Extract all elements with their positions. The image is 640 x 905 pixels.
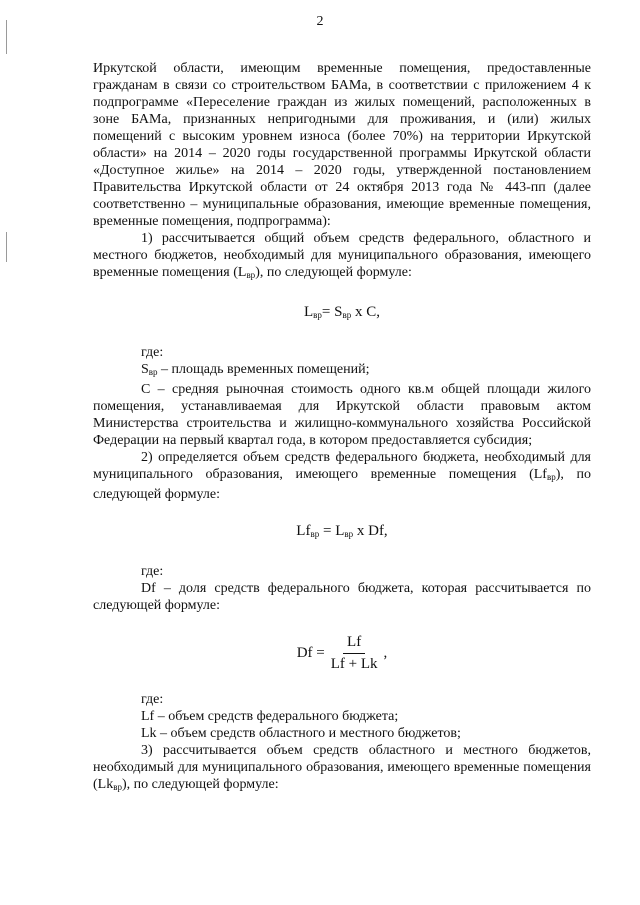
formula-3-tail: ,: [383, 645, 388, 661]
where-label-3: где:: [141, 692, 164, 707]
formula-1: [93, 304, 591, 324]
item-2-text-end: ), по следующей формуле:: [93, 467, 591, 502]
definition-lf: Lf – объем средств федерального бюджета;: [141, 709, 399, 724]
formula-3-denominator: Lf + Lk: [330, 656, 378, 672]
item-2-text: 2) определяется объем средств федерального бюджета, необходимый для муниципального образования, имеющего временные помещения (Lf: [93, 450, 591, 482]
formula-2-lf-sub: вр: [310, 529, 320, 539]
definition-lk: Lk – объем средств областного и местного бюджетов;: [141, 726, 461, 741]
definition-df: Df – доля средств федерального бюджета, которая рассчитывается по следующей формуле:: [93, 581, 591, 613]
formula-2: [93, 523, 591, 543]
item-1-text: 1) рассчитывается общий объем средств федерального, областного и местного бюджетов, необходимый для муниципального образования, имеющего временные помещения (L: [93, 231, 591, 280]
formula-2-lf: Lf: [296, 523, 311, 539]
definition-s-text: – площадь временных помещений;: [157, 362, 370, 377]
intro-paragraph: Иркутской области, имеющим временные помещения, предоставленные гражданам в связи со строительством БАМа, в соответствии с приложением 4 к подпрограмме «Переселение граждан из жилых помещений, расположенных в зоне БАМа, признанных непригодными для проживания, и (или) жилых помещений с высоким уровнем износа (более 70%) на территории Иркутской области» на 2014 – 2020 годы государственной программы Иркутской области «Доступное жилье» на 2014 – 2020 годы, утвержденной постановлением Правительства Иркутской области от 24 октября 2013 года № 443-пп (далее соответственно – муниципальные образования, имеющие временные помещения, временные помещения, подпрограмма):: [93, 61, 591, 229]
definition-c: С – средняя рыночная стоимость одного кв.м общей площади жилого помещения, устанавливаемая для Иркутской области правовым актом Министерства строительства и жилищно-коммунального хозяйства Российской Федерации на первый квартал года, в котором предоставляется субсидия;: [93, 382, 591, 448]
formula-1-l-sub: вр: [313, 310, 322, 320]
item-1-paragraph: [93, 230, 591, 284]
where-label-2: где:: [141, 564, 164, 579]
formula-2-eq: =: [319, 523, 336, 539]
scan-margin-mark-top: [6, 20, 7, 54]
definition-s: [93, 361, 591, 381]
formula-1-s-sub: вр: [342, 310, 352, 320]
formula-1-rest: x C,: [351, 304, 380, 320]
formula-1-s: S: [334, 304, 343, 320]
item-1-subscript: вр: [246, 270, 256, 280]
formula-3-lhs: Df =: [296, 645, 325, 661]
formula-3-numerator: Lf: [343, 634, 365, 654]
formula-2-l: L: [335, 523, 345, 539]
formula-3-fraction: [327, 634, 382, 673]
item-3-text: 3) рассчитывается объем средств областного и местного бюджетов, необходимый для муниципального образования, имеющего временные помещения (Lk: [93, 743, 591, 792]
definition-s-symbol: S: [141, 362, 149, 377]
document-body: [93, 60, 591, 796]
formula-2-rest: x Df,: [353, 523, 388, 539]
scan-margin-mark-middle: [6, 232, 7, 262]
formula-2-l-sub: вр: [344, 529, 354, 539]
item-3-text-end: ), по следующей формуле:: [121, 777, 279, 792]
formula-1-eq: =: [321, 304, 335, 320]
formula-3: [93, 634, 591, 673]
item-3-paragraph: [93, 742, 591, 796]
page-number: 2: [316, 14, 324, 29]
item-1-text-end: ), по следующей формуле:: [255, 265, 412, 280]
item-2-paragraph: [93, 449, 591, 503]
item-2-subscript: вр: [546, 472, 556, 482]
where-label-1: где:: [141, 345, 164, 360]
item-3-subscript: вр: [113, 782, 122, 792]
definition-s-sub: вр: [148, 367, 158, 377]
formula-1-l: L: [304, 304, 314, 320]
